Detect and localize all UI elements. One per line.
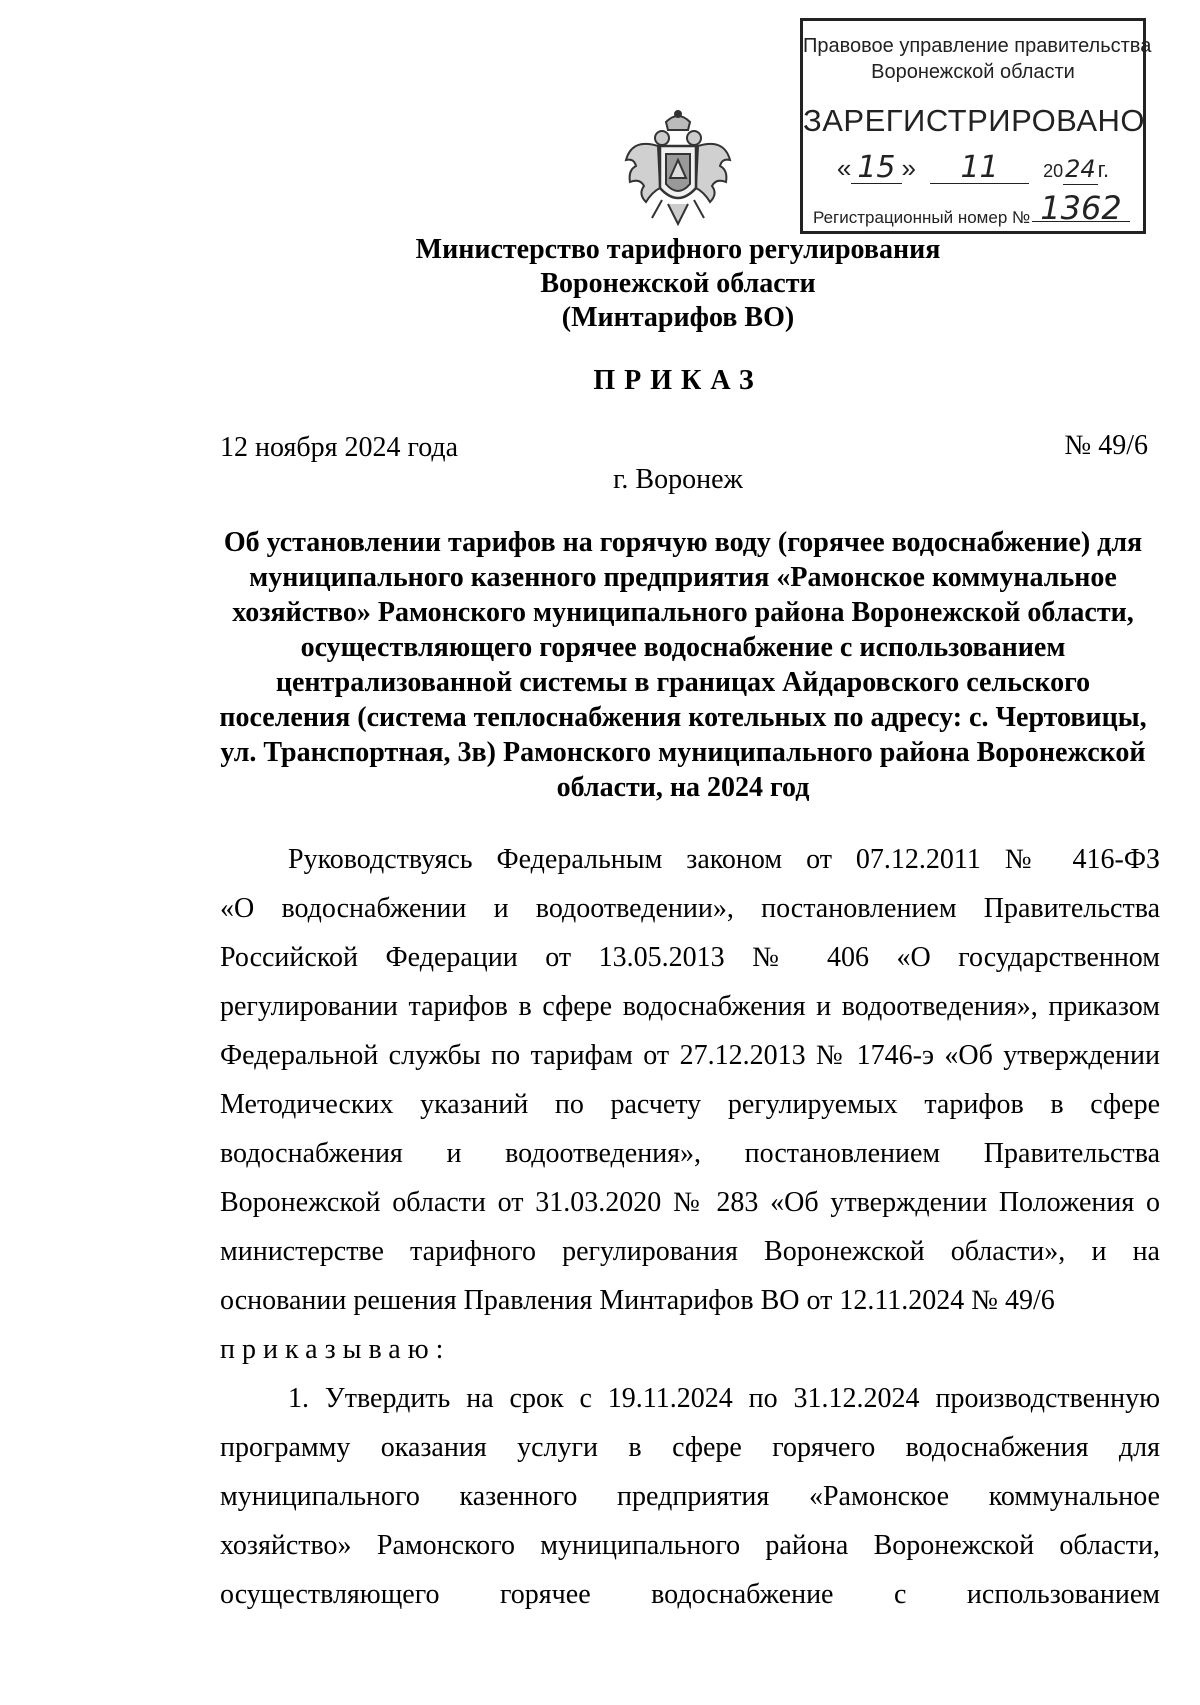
body-line: Методических указаний по расчету регулируемых тарифов в сфере [220,1089,1160,1120]
stamp-status: ЗАРЕГИСТРИРОВАНО [803,103,1146,138]
order-word: приказываю: [220,1334,451,1365]
document-city: г. Воронеж [613,464,743,495]
document-title [208,525,1158,805]
body-line: министерстве тарифного регулирования Воронежской области», и на [220,1236,1160,1267]
stamp-month: 11 [930,153,1028,184]
document-number: № 49/6 [1064,430,1148,461]
title-line: хозяйство» Рамонского муниципального района Воронежской области, [232,597,1134,628]
coat-of-arms-icon [622,108,734,232]
ministry-name-line1: Министерство тарифного регулирования [415,234,941,265]
body-line: «О водоснабжении и водоотведении», постановлением Правительства [220,893,1160,924]
stamp-year-prefix: 20 [1043,161,1064,181]
body-line: Руководствуясь Федеральным законом от 07.12.2011 № 416-ФЗ [288,844,1160,875]
title-line: области, на 2024 год [556,772,810,803]
body-line: осуществляющего горячее водоснабжение с использованием [220,1579,1160,1610]
body-line: 1. Утвердить на срок с 19.11.2024 по 31.12.2024 производственную [288,1383,1160,1414]
title-line: Об установлении тарифов на горячую воду (горячее водоснабжение) для [223,527,1143,558]
stamp-registration-number: 1362 [1032,195,1129,222]
ministry-abbreviation: (Минтарифов ВО) [561,302,795,333]
stamp-department-line2: Воронежской области [871,61,1075,83]
body-line: основании решения Правления Минтарифов ВО от 12.11.2024 № 49/6 [220,1285,1055,1316]
stamp-date: « 15 » 11 2024г. [836,150,1110,185]
stamp-registration-number-row [813,189,1130,228]
document-type: ПРИКАЗ [593,365,763,396]
stamp-year-suffix: 24 [1065,155,1096,183]
body-line: муниципального казенного предприятия «Рамонское коммунальное [220,1481,1160,1512]
registration-stamp [800,18,1152,234]
title-line: поселения (система теплоснабжения котельных по адресу: с. Чертовицы, [219,702,1147,733]
body-line: хозяйство» Рамонского муниципального района Воронежской области, [220,1530,1160,1561]
body-line: регулировании тарифов в сфере водоснабжения и водоотведения», приказом [220,991,1160,1022]
title-line: ул. Транспортная, 3в) Рамонского муниципального района Воронежской [220,737,1146,768]
stamp-day: 15 [851,153,901,184]
body-line: Воронежской области от 31.03.2020 № 283 «Об утверждении Положения о [220,1187,1160,1218]
body-line: водоснабжения и водоотведения», постановлением Правительства [220,1138,1160,1169]
title-line: централизованной системы в границах Айдаровского сельского [275,667,1091,698]
title-line: муниципального казенного предприятия «Рамонское коммунальное [249,562,1117,593]
stamp-department-line1: Правовое управление правительства [803,35,1152,57]
ministry-name-line2: Воронежской области [540,268,816,299]
stamp-registration-number-label: Регистрационный номер № [813,208,1031,227]
title-line: осуществляющего горячее водоснабжение с использованием [300,632,1066,663]
document-date: 12 ноября 2024 года [220,432,459,463]
body-line: программу оказания услуги в сфере горячего водоснабжения для [220,1432,1160,1463]
body-line: Российской Федерации от 13.05.2013 № 406 «О государственном [220,942,1160,973]
document-body [220,835,1160,1619]
body-line: Федеральной службы по тарифам от 27.12.2013 № 1746-э «Об утверждении [220,1040,1160,1071]
stamp-year-unit: г. [1097,157,1110,182]
